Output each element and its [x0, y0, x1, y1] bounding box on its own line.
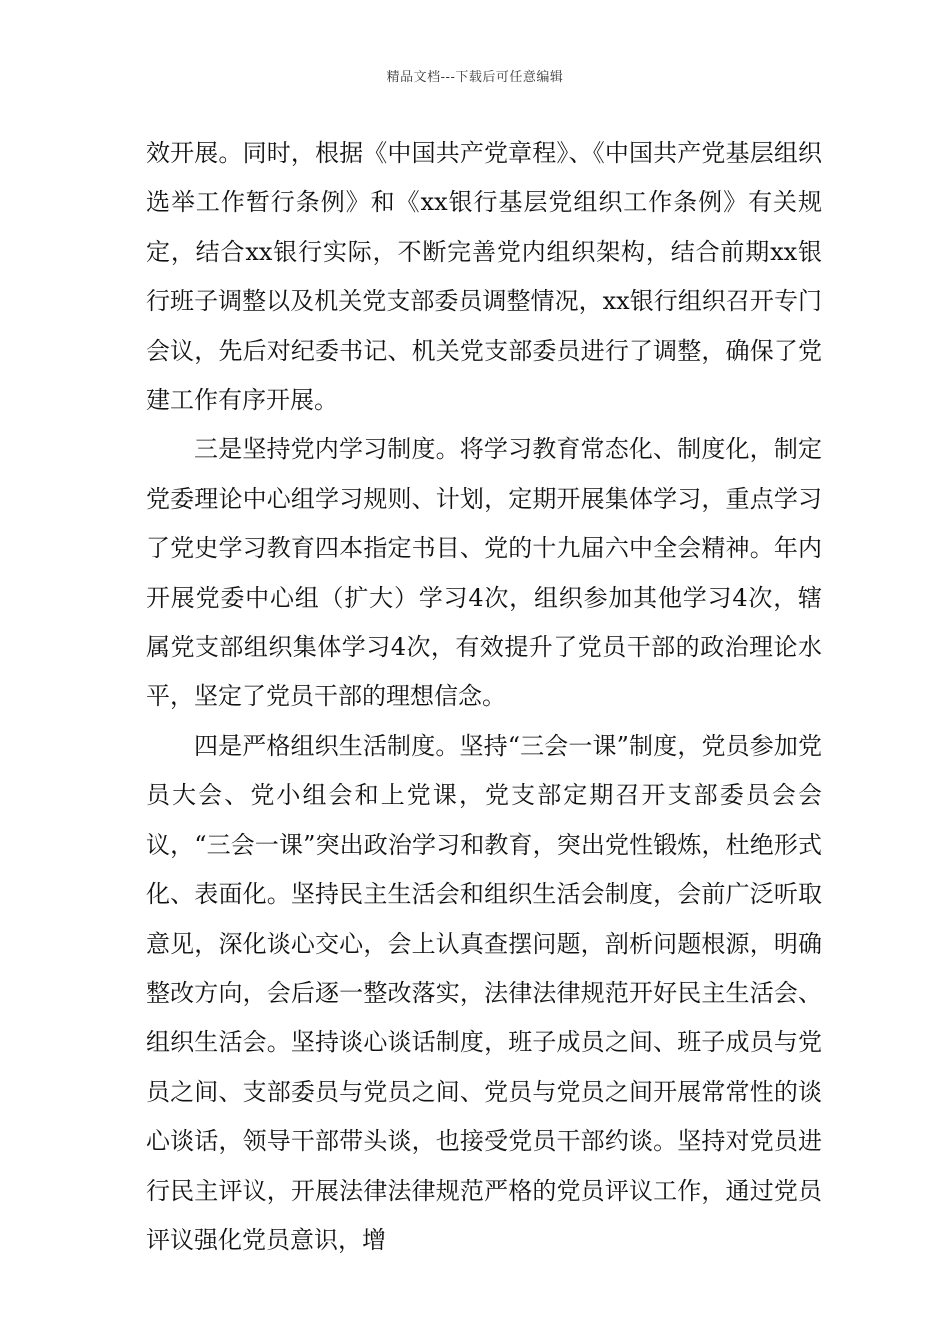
document-body [146, 129, 822, 1265]
paragraph-study-system: 三是坚持党内学习制度。将学习教育常态化、制度化，制定党委理论中心组学习规则、计划，定期开展集体学习，重点学习了党史学习教育四本指定书目、党的十九届六中全会精神。年内开展党委中心组（扩大）学习4次，组织参加其他学习4次，辖属党支部组织集体学习4次，有效提升了党员干部的政治理论水平，坚定了党员干部的理想信念。 [146, 435, 822, 711]
paragraph-organization-life: 四是严格组织生活制度。坚持“三会一课”制度，党员参加党员大会、党小组会和上党课，党支部定期召开支部委员会会议，“三会一课”突出政治学习和教育，突出党性锻炼，杜绝形式化、表面化。坚持民主生活会和组织生活会制度，会前广泛听取意见，深化谈心交心，会上认真查摆问题，剖析问题根源，明确整改方向，会后逐一整改落实，法律法律规范开好民主生活会、组织生活会。坚持谈心谈话制度，班子成员之间、班子成员与党员之间、支部委员与党员之间、党员与党员之间开展常常性的谈心谈话，领导干部带头谈，也接受党员干部约谈。坚持对党员进行民主评议，开展法律法律规范严格的党员评议工作，通过党员评议强化党员意识，增 [146, 731, 822, 1254]
paragraph-continuation: 效开展。同时，根据《中国共产党章程》、《中国共产党基层组织选举工作暂行条例》和《xx银行基层党组织工作条例》有关规定，结合xx银行实际，不断完善党内组织架构，结合前期xx银行班子调整以及机关党支部委员调整情况，xx银行组织召开专门会议，先后对纪委书记、机关党支部委员进行了调整，确保了党建工作有序开展。 [146, 139, 822, 415]
page-header: 精品文档---下载后可任意编辑 [386, 70, 564, 85]
